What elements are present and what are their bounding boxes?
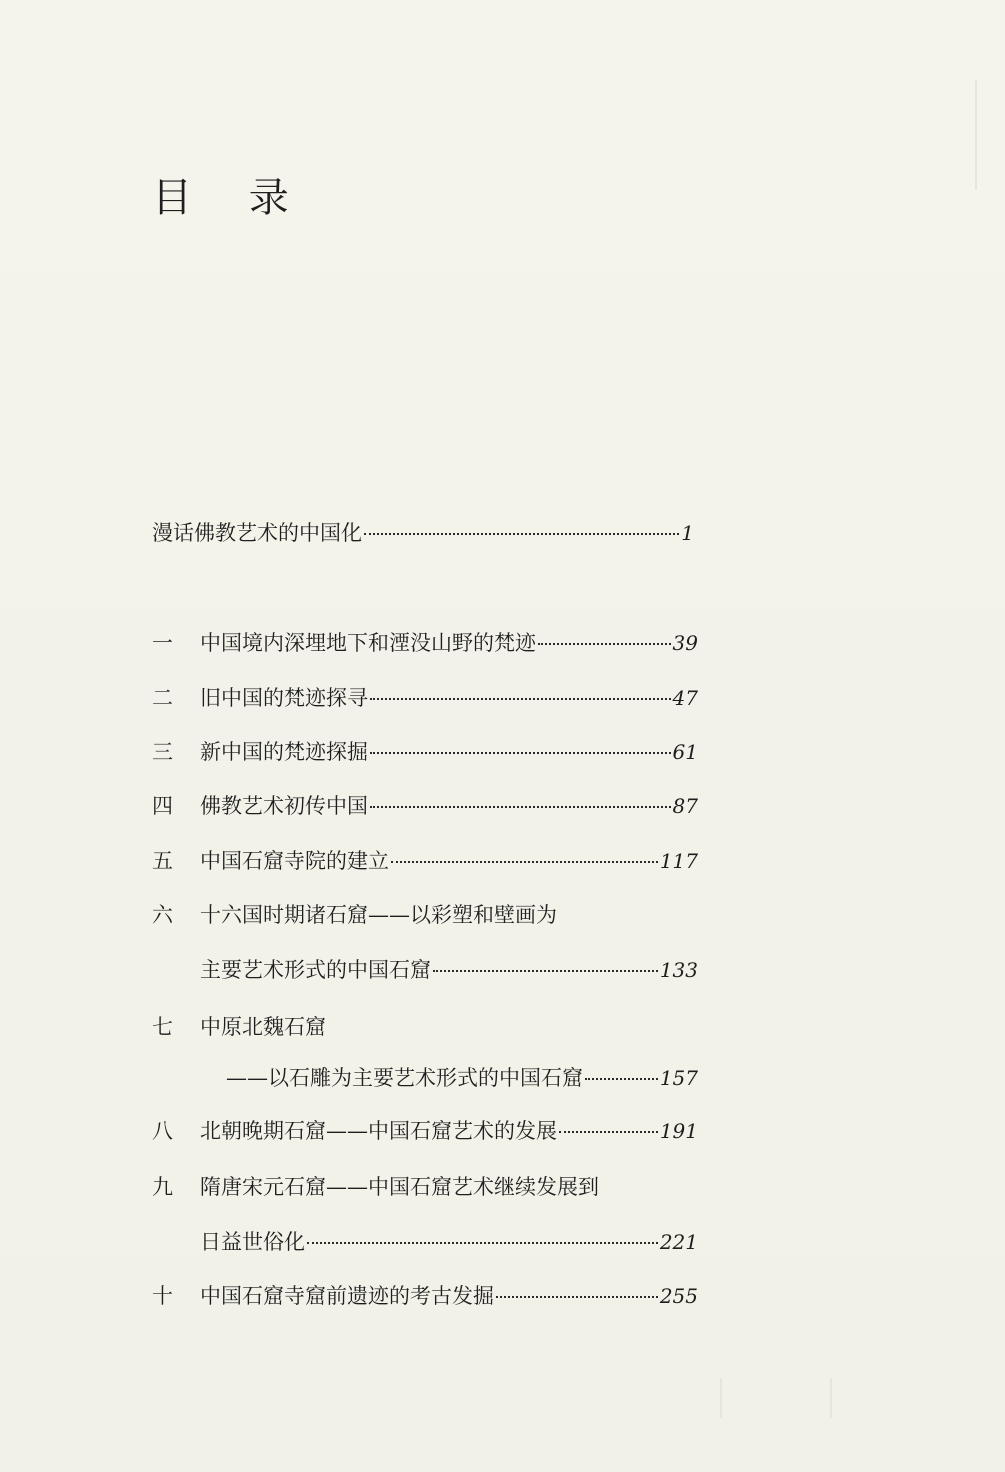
- toc-entry-text: 中国境内深埋地下和湮没山野的梵迹: [200, 631, 536, 655]
- toc-entry-chapter-3[interactable]: [152, 737, 698, 767]
- dot-leader: [364, 533, 679, 535]
- toc-entry-text: 佛教艺术初传中国: [200, 794, 368, 818]
- dot-leader: [585, 1078, 658, 1080]
- toc-entry-text: 中原北魏石窟: [200, 1015, 326, 1039]
- dot-leader: [370, 806, 671, 808]
- toc-entry-intro[interactable]: [152, 518, 694, 548]
- dot-leader: [496, 1296, 658, 1298]
- toc-page-number: 133: [659, 958, 698, 982]
- dot-leader: [559, 1131, 658, 1133]
- toc-entry-chapter-9-line1[interactable]: [152, 1172, 599, 1202]
- chapter-number: 八: [152, 1119, 173, 1143]
- toc-entry-chapter-6-line2[interactable]: [200, 955, 698, 985]
- toc-entry-text: 中国石窟寺窟前遗迹的考古发掘: [200, 1284, 494, 1308]
- toc-entry-chapter-7-line1[interactable]: [152, 1012, 326, 1042]
- toc-page-number: 221: [659, 1230, 698, 1254]
- toc-page-number: 87: [672, 794, 698, 818]
- dot-leader: [370, 698, 671, 700]
- chapter-number: 五: [152, 849, 173, 873]
- chapter-number: 七: [152, 1015, 173, 1039]
- chapter-number: 六: [152, 903, 173, 927]
- toc-entry-text: 新中国的梵迹探掘: [200, 740, 368, 764]
- toc-entry-chapter-1[interactable]: [152, 628, 698, 658]
- dot-leader: [538, 643, 671, 645]
- toc-entry-chapter-2[interactable]: [152, 683, 698, 713]
- toc-entry-text: 北朝晚期石窟——中国石窟艺术的发展: [200, 1119, 557, 1143]
- toc-page-number: 255: [659, 1284, 698, 1308]
- chapter-number: 九: [152, 1175, 173, 1199]
- toc-entry-text: 日益世俗化: [200, 1230, 305, 1254]
- bleed-through-mark: [720, 1378, 722, 1418]
- dot-leader: [307, 1242, 658, 1244]
- toc-entry-text: 十六国时期诸石窟——以彩塑和壁画为: [200, 903, 557, 927]
- toc-entry-chapter-5[interactable]: [152, 846, 698, 876]
- toc-page-number: 157: [659, 1066, 698, 1090]
- toc-page-number: 47: [672, 686, 698, 710]
- toc-entry-chapter-9-line2[interactable]: [200, 1227, 698, 1257]
- toc-entry-text: 中国石窟寺院的建立: [200, 849, 389, 873]
- toc-entry-text: 隋唐宋元石窟——中国石窟艺术继续发展到: [200, 1175, 599, 1199]
- chapter-number: 一: [152, 631, 173, 655]
- toc-entry-chapter-6-line1[interactable]: [152, 900, 557, 930]
- chapter-number: 三: [152, 740, 173, 764]
- toc-entry-chapter-10[interactable]: [152, 1281, 698, 1311]
- toc-entry-chapter-4[interactable]: [152, 791, 698, 821]
- toc-page-number: 1: [681, 521, 694, 545]
- toc-entry-text: 旧中国的梵迹探寻: [200, 686, 368, 710]
- page-title: 目 录: [152, 175, 311, 221]
- chapter-number: 四: [152, 794, 173, 818]
- bleed-through-mark: [975, 80, 977, 190]
- chapter-number: 十: [152, 1284, 173, 1308]
- dot-leader: [370, 752, 671, 754]
- toc-page-number: 39: [672, 631, 698, 655]
- toc-entry-chapter-8[interactable]: [152, 1116, 698, 1146]
- toc-page-number: 117: [659, 849, 698, 873]
- toc-page-number: 191: [659, 1119, 698, 1143]
- bleed-through-mark: [830, 1378, 832, 1418]
- dot-leader: [433, 970, 658, 972]
- toc-entry-text: 主要艺术形式的中国石窟: [200, 958, 431, 982]
- toc-entry-text: 漫话佛教艺术的中国化: [152, 521, 362, 545]
- chapter-number: 二: [152, 686, 173, 710]
- toc-page-number: 61: [672, 740, 698, 764]
- toc-entry-text: ——以石雕为主要艺术形式的中国石窟: [226, 1066, 583, 1090]
- dot-leader: [391, 861, 658, 863]
- toc-entry-chapter-7-line2[interactable]: [226, 1063, 698, 1093]
